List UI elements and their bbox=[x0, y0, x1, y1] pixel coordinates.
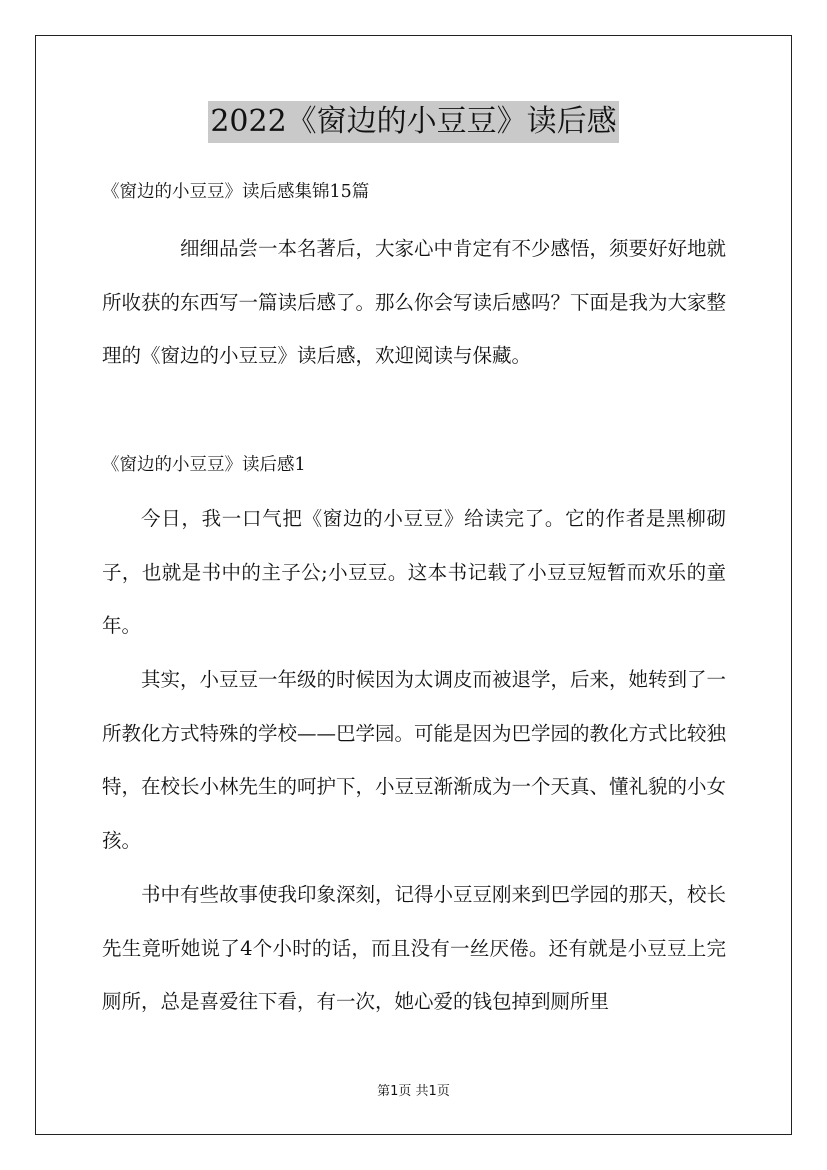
body-paragraph-1: 今日，我一口气把《窗边的小豆豆》给读完了。它的作者是黑柳砌子，也就是书中的主子公;小豆豆。这本书记载了小豆豆短暂而欢乐的童年。 bbox=[102, 507, 726, 637]
title-container bbox=[0, 101, 827, 143]
body-paragraph-3: 书中有些故事使我印象深刻，记得小豆豆刚来到巴学园的那天，校长先生竟听她说了4个小时的话，而且没有一丝厌倦。还有就是小豆豆上完厕所，总是喜爱往下看，有一次，她心爱的钱包掉到厕所里 bbox=[102, 883, 727, 1013]
section-heading: 《窗边的小豆豆》读后感1 bbox=[102, 455, 306, 475]
collection-heading: 《窗边的小豆豆》读后感集锦15篇 bbox=[102, 182, 370, 202]
body-paragraph-2: 其实，小豆豆一年级的时候因为太调皮而被退学，后来，她转到了一所教化方式特殊的学校——巴学园。可能是因为巴学园的教化方式比较独特，在校长小林先生的呵护下，小豆豆渐渐成为一个天真、懂礼貌的小女孩。 bbox=[102, 668, 727, 852]
page-footer: 第1页 共1页 bbox=[377, 1084, 450, 1099]
intro-paragraph: 细细品尝一本名著后，大家心中肯定有不少感悟，须要好好地就所收获的东西写一篇读后感了。那么你会写读后感吗？下面是我为大家整理的《窗边的小豆豆》读后感，欢迎阅读与保藏。 bbox=[102, 237, 727, 367]
document-title: 2022《窗边的小豆豆》读后感 bbox=[208, 101, 618, 143]
